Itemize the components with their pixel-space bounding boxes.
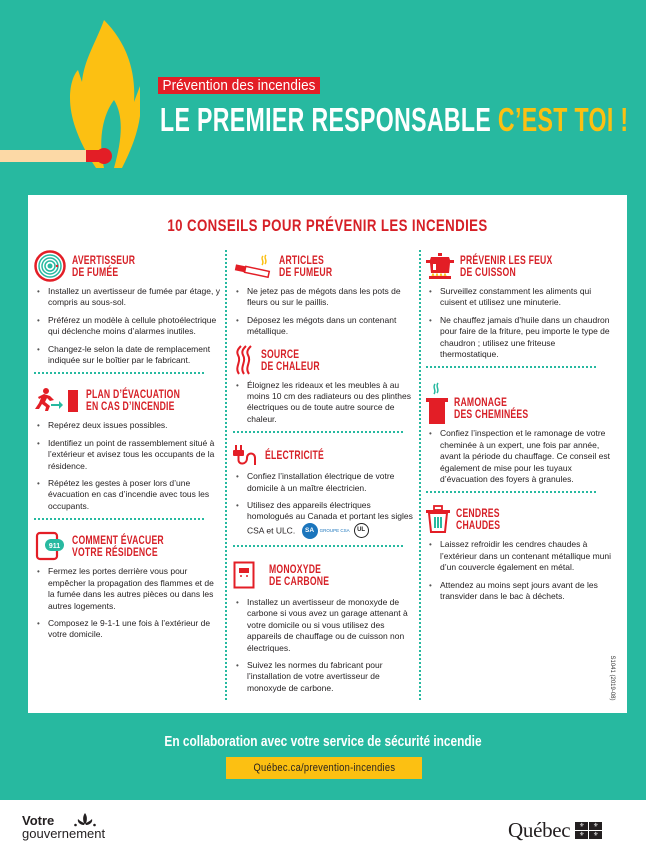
section-divider (34, 518, 204, 520)
tip: • Installez un avertisseur de monoxyde de carbone si vous avez un garage attenant à votre domicile ou si vous utilisez des appareils de chauffage ou de cuisson non électriques. (233, 597, 413, 654)
co-detector-icon (233, 561, 255, 589)
evacuation-runner-icon (34, 387, 80, 413)
section-divider (34, 372, 204, 374)
fleur-de-lis-icon (74, 813, 96, 827)
section-heat-source (233, 344, 413, 426)
document-code: S1041 (2019-08) (609, 654, 615, 701)
quebec-flag-icon: ⚜ ⚜ ⚜ ⚜ (575, 822, 602, 839)
tip: • Changez-le selon la date de remplacement indiquée sur le boîtier par le fabricant. (34, 344, 220, 367)
tip-list (426, 428, 616, 485)
votre-gouvernement-logo: Votre gouvernement (22, 813, 106, 841)
section-chimney-sweeping (426, 378, 616, 485)
cigarette-icon (233, 253, 273, 279)
match-icon (0, 147, 120, 165)
section-title: PRÉVENIR LES FEUX DE CUISSON (460, 253, 553, 279)
column-1 (34, 250, 220, 647)
section-title: ÉLECTRICITÉ (265, 448, 325, 463)
tip-list (426, 286, 616, 360)
column-3 (426, 250, 616, 609)
section-title: CENDRES CHAUDES (456, 506, 501, 533)
tip-list (233, 286, 413, 338)
tip: • Éloignez les rideaux et les meubles à au moins 10 cm des radiateurs ou des plinthes électriques ou de toute autre source de chaleur. (233, 380, 413, 426)
section-title: MONOXYDE DE CARBONE (269, 561, 330, 588)
tip: • Confiez l’inspection et le ramonage de votre cheminée à un expert, une fois par année, avant la période du chauffage. Ce conseil est également de mise pour les tuyaux d’évacuation des foyers à granules. (426, 428, 616, 485)
tip: • Déposez les mégots dans un contenant métallique. (233, 315, 413, 338)
tip: • Fermez les portes derrière vous pour empêcher la propagation des flammes et de la fumée dans les autres pièces ou dans les autres logements. (34, 566, 220, 612)
section-divider (233, 545, 403, 547)
section-title: PLAN D’ÉVACUATION EN CAS D’INCENDIE (86, 387, 181, 414)
tip: • Composez le 9-1-1 une fois à l’extérieur de votre domicile. (34, 618, 220, 641)
cooking-pot-icon (426, 251, 454, 281)
tip: • Suivez les normes du fabricant pour l’installation de votre avertisseur de monoxyde de carbone. (233, 660, 413, 694)
tip: • Répétez les gestes à poser lors d’une évacuation en cas d’incendie avec tous les occupants. (34, 478, 220, 512)
tip: • Confiez l’installation électrique de votre domicile à un maître électricien. (233, 471, 413, 494)
section-how-to-evacuate (34, 530, 220, 640)
chimney-icon (426, 382, 448, 424)
tip: • Utilisez des appareils électriques homologués au Canada et portant les sigles CSA et ULC. SA GROUPE CSA UL (233, 500, 413, 539)
kicker-label: Prévention des incendies (158, 77, 320, 94)
heat-waves-icon (233, 345, 255, 375)
tip-list (233, 380, 413, 426)
electric-plug-icon (233, 444, 259, 466)
tip: • Laissez refroidir les cendres chaudes à l’extérieur dans un contenant métallique muni d’un couvercle également en métal. (426, 539, 616, 573)
section-title: AVERTISSEUR DE FUMÉE (72, 253, 136, 279)
section-electricity (233, 443, 413, 539)
section-smoke-detector (34, 250, 220, 366)
card-title: 10 CONSEILS POUR PRÉVENIR LES INCENDIES (167, 216, 488, 235)
tip-list (426, 539, 616, 602)
section-carbon-monoxide (233, 557, 413, 694)
ash-bin-icon (426, 505, 450, 533)
headline (160, 100, 628, 140)
section-divider (426, 366, 596, 368)
tip: • Préférez un modèle à cellule photoélectrique qui déclenche moins d’alarmes inutiles. (34, 315, 220, 338)
headline-accent: C’EST TOI ! (497, 101, 629, 138)
tip-list (34, 566, 220, 640)
section-smoking-articles (233, 250, 413, 338)
column-2 (233, 250, 413, 700)
section-title: RAMONAGE DES CHEMINÉES (454, 395, 529, 422)
section-title: COMMENT ÉVACUER VOTRE RÉSIDENCE (72, 533, 164, 560)
section-title: SOURCE DE CHALEUR (261, 346, 320, 373)
section-title: ARTICLES DE FUMEUR (279, 253, 333, 279)
section-divider (426, 491, 596, 493)
tips-card (28, 195, 627, 713)
ulc-logo: UL (354, 523, 369, 538)
tip: • Attendez au moins sept jours avant de les transvider dans le bac à déchets. (426, 580, 616, 603)
tip-list (34, 286, 220, 366)
tip: • Ne jetez pas de mégots dans les pots de fleurs ou sur le paillis. (233, 286, 413, 309)
tip-list (233, 597, 413, 694)
section-divider (233, 431, 403, 433)
phone-911-icon (34, 531, 66, 561)
collaboration-text: En collaboration avec votre service de sécurité incendie (164, 734, 482, 750)
tip: • Ne chauffez jamais d’huile dans un chaudron pour faire de la friture, peu importe le type de chaudron ; utilisez une friteuse thermostatique. (426, 315, 616, 361)
tip: • Identifiez un point de rassemblement situé à l’extérieur et avisez tous les occupants de la résidence. (34, 438, 220, 472)
column-divider (225, 250, 227, 700)
tip-list (34, 420, 220, 512)
section-hot-ashes (426, 503, 616, 602)
tip: • Repérez deux issues possibles. (34, 420, 220, 431)
column-divider (419, 250, 421, 700)
tip-list (233, 471, 413, 539)
tip: • Surveillez constamment les aliments qui cuisent et utilisez une minuterie. (426, 286, 616, 309)
website-link[interactable]: Québec.ca/prevention-incendies (226, 757, 422, 779)
svg-text:911: 911 (48, 543, 61, 551)
section-cooking-fires (426, 250, 616, 360)
section-evacuation-plan (34, 384, 220, 512)
headline-main: LE PREMIER RESPONSABLE (160, 101, 498, 138)
smoke-detector-icon (34, 250, 66, 282)
quebec-logo: Québec ⚜ ⚜ ⚜ ⚜ (508, 818, 602, 843)
tip: • Installez un avertisseur de fumée par étage, y compris au sous-sol. (34, 286, 220, 309)
csa-logo: SA GROUPE CSA (302, 523, 350, 539)
